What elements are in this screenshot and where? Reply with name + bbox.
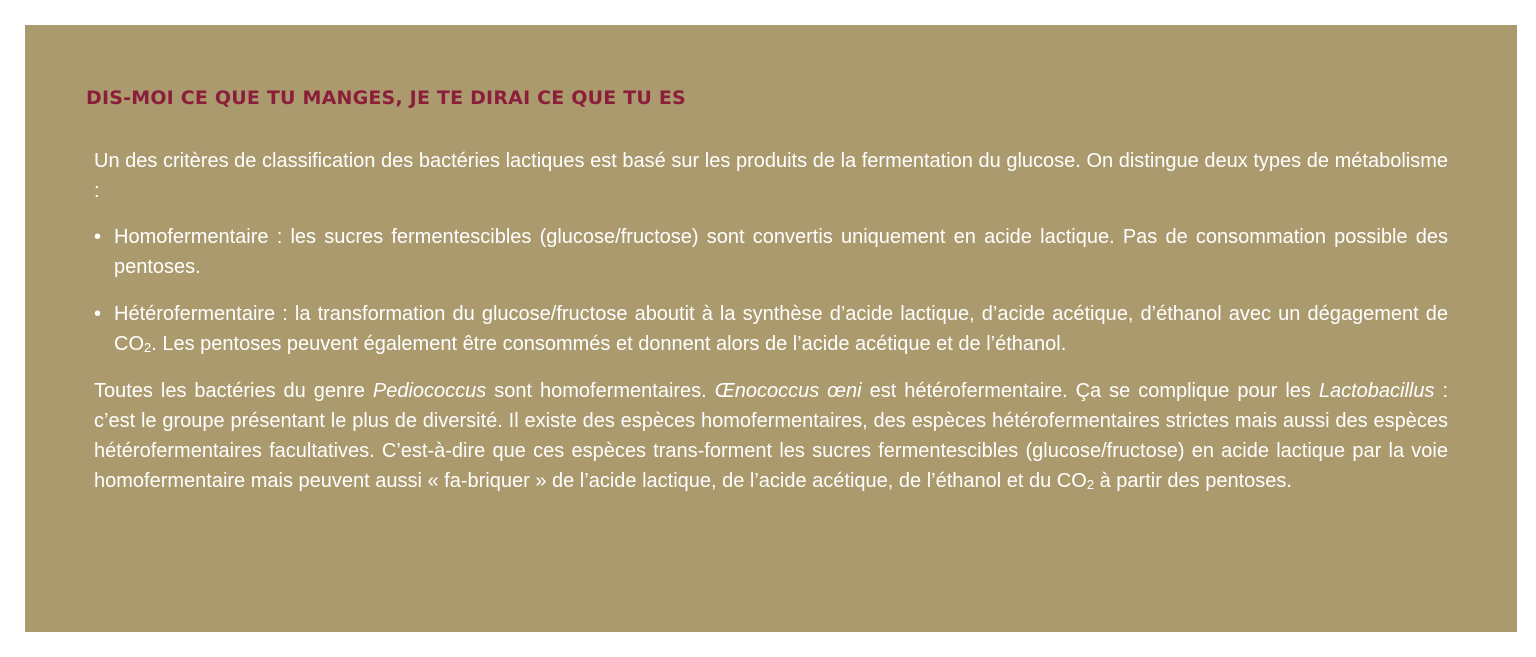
intro-paragraph: Un des critères de classification des bactéries lactiques est basé sur les produits de la fermentation du glucose. On distingue deux types de métabolisme : xyxy=(94,150,1448,202)
subscript-2: 2 xyxy=(144,340,152,355)
text-run: Toutes les bactéries du genre xyxy=(94,380,373,402)
info-box xyxy=(25,25,1517,632)
list-item-text: Homofermentaire : les sucres fermentescibles (glucose/fructose) sont convertis uniquement en acide lactique. Pas de consommation possible des pentoses. xyxy=(114,226,1448,278)
genus-pediococcus: Pediococcus xyxy=(372,380,487,402)
box-title: DIS-MOI CE QUE TU MANGES, JE TE DIRAI CE QUE TU ES xyxy=(86,87,686,109)
genus-lactobacillus: Lactobacillus xyxy=(1318,380,1435,402)
metabolism-list xyxy=(94,222,1448,359)
subscript-2: 2 xyxy=(1086,477,1095,492)
text-run: à partir des pentoses. xyxy=(1094,470,1292,492)
species-oenococcus: Œnococcus œni xyxy=(714,380,862,402)
list-item-text-after: . Les pentoses peuvent également être consommés et donnent alors de l’acide acétique et de l’éthanol. xyxy=(151,333,1067,355)
text-run: : c’est le groupe présentant le plus de diversité. Il existe des espèces homofermentaires, des espèces hétérofermentaires strictes mais aussi des espèces hétérofermentaires facultatives. C’est-à-dire que ces espèces trans-forment les sucres fermentescibles (glucose/fructose) en acide lactique par la voie homofermentaire mais peuvent aussi « fa-briquer » de l’acide lactique, de l’acide acétique, de l’éthanol et du CO xyxy=(94,380,1449,492)
box-body xyxy=(94,146,1448,496)
list-item-text-before: Hétérofermentaire : la transformation du glucose/fructose aboutit à la synthèse d’acide lactique, d’acide acétique, d’éthanol avec un dégagement de CO xyxy=(114,303,1448,355)
text-run: est hétérofermentaire. Ça se complique pour les xyxy=(861,380,1319,402)
list-item-heterofermentaire xyxy=(94,299,1448,359)
bullet-icon: • xyxy=(94,303,102,325)
bullet-icon: • xyxy=(94,226,102,248)
text-run: sont homofermentaires. xyxy=(486,380,715,402)
closing-paragraph xyxy=(94,376,1448,496)
list-item-homofermentaire xyxy=(94,222,1448,282)
